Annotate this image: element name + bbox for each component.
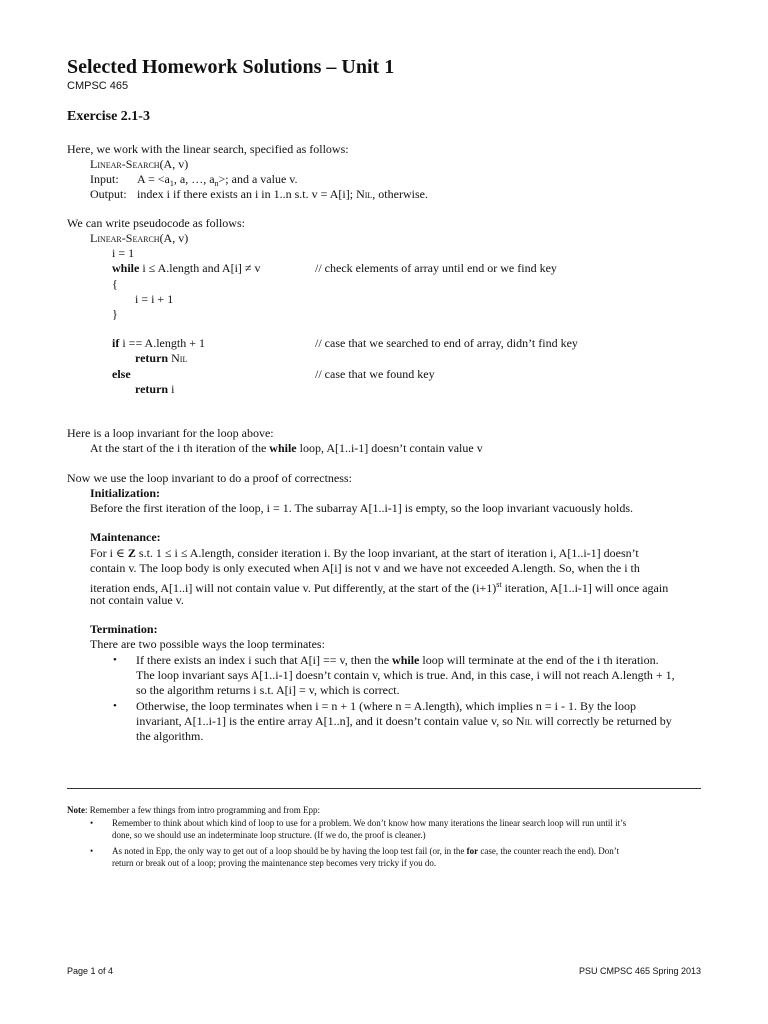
initialization-text: Before the first iteration of the loop, i = 1. The subarray A[1..i-1] is empty, so the loop invariant vacuously holds.	[90, 501, 633, 515]
termination-case-2-line-1: Otherwise, the loop terminates when i = n + 1 (where n = A.length), which implies n = i - 1. By the loop	[136, 699, 636, 713]
termination-bullet-1: •	[113, 654, 117, 666]
note-item-2-line-1: As noted in Epp, the only way to get out of a loop should be by having the loop test fail (or, in the for case, the counter reach the end). Don’t	[112, 846, 620, 856]
code-line-else: else	[112, 367, 131, 381]
termination-case-2-line-3: the algorithm.	[136, 729, 204, 743]
code-line-return-nil: return Nil	[135, 351, 188, 365]
code-line-return-i: return i	[135, 382, 175, 396]
note-bullet-2: •	[90, 846, 94, 856]
invariant-intro: Here is a loop invariant for the loop above:	[67, 426, 274, 440]
footnote-divider	[67, 788, 701, 789]
note-item-1-line-2: done, so we should use an indeterminate loop structure. (If we do, the proof is cleaner.)	[112, 830, 426, 840]
note-bullet-1: •	[90, 818, 94, 828]
exercise-heading: Exercise 2.1-3	[67, 109, 150, 124]
termination-case-1-line-1: If there exists an index i such that A[i] == v, then the while loop will terminate at the end of the i th iteration.	[136, 653, 659, 667]
termination-intro: There are two possible ways the loop terminates:	[90, 637, 325, 651]
termination-case-1-line-3: so the algorithm returns i s.t. A[i] = v, which is correct.	[136, 683, 400, 697]
code-open-brace: {	[112, 277, 118, 291]
code-comment-else: // case that we found key	[315, 367, 435, 381]
spec-input-label: Input:	[90, 172, 119, 186]
intro-text: Here, we work with the linear search, specified as follows:	[67, 142, 349, 156]
maintenance-line-3: iteration ends, A[1..i] will not contain value v. Put differently, at the start of the $(i+1)^{st}$ iteration, A[1..i-1] will once again	[90, 580, 669, 595]
note-item-1-line-1: Remember to think about which kind of loop to use for a problem. We don’t know how many iterations the linear search loop will run until it’s	[112, 818, 627, 828]
maintenance-heading: Maintenance:	[90, 530, 161, 544]
proof-intro: Now we use the loop invariant to do a proof of correctness:	[67, 471, 352, 485]
spec-signature: Linear-Search(A, v)	[90, 157, 189, 171]
code-line-while: while i ≤ A.length and A[i] ≠ v	[112, 261, 261, 275]
termination-heading: Termination:	[90, 622, 158, 636]
spec-output-text: index i if there exists an i in 1..n s.t. v = A[i]; Nil, otherwise.	[137, 187, 428, 201]
termination-case-2-line-2: invariant, A[1..i-1] is the entire array A[1..n], and it doesn’t contain value v, so Nil will correctly be returned by	[136, 714, 672, 728]
code-line-init: i = 1	[112, 246, 135, 260]
initialization-heading: Initialization:	[90, 486, 161, 500]
code-line-increment: i = i + 1	[135, 292, 174, 306]
page-number: Page 1 of 4	[67, 966, 114, 976]
footer-course-term: PSU CMPSC 465 Spring 2013	[578, 966, 701, 976]
code-comment-while: // check elements of array until end or we find key	[315, 261, 557, 275]
note-intro: Note: Remember a few things from intro programming and from Epp:	[67, 805, 320, 815]
note-item-2-line-2: return or break out of a loop; proving the maintenance step becomes very tricky if you do.	[112, 858, 437, 868]
termination-case-1-line-2: The loop invariant says A[1..i-1] doesn’t contain v, which is true. And, in this case, i will not reach A.length + 1,	[136, 668, 675, 682]
maintenance-line-2: contain v. The loop body is only executed when A[i] is not v and we have not exceeded A.length. So, when the i th	[90, 561, 640, 575]
code-line-if: if i == A.length + 1	[112, 336, 205, 350]
course-code: CMPSC 465	[67, 80, 129, 92]
code-signature: Linear-Search(A, v)	[90, 231, 189, 245]
spec-output-label: Output:	[90, 187, 127, 201]
invariant-statement: At the start of the i th iteration of the while loop, A[1..i-1] doesn’t contain value v	[90, 441, 483, 455]
termination-bullet-2: •	[113, 700, 117, 712]
code-close-brace: }	[112, 307, 118, 321]
code-comment-if: // case that we searched to end of array, didn’t find key	[315, 336, 578, 350]
maintenance-line-1: For i ∈ Z s.t. 1 ≤ i ≤ A.length, consider iteration i. By the loop invariant, at the start of iteration i, A[1..i-1] doesn’t	[90, 546, 639, 560]
spec-input-text: $A = <a_1$, a, …, $a_n>$; and a value v.	[137, 172, 298, 188]
maintenance-line-4: not contain value v.	[90, 593, 184, 607]
pseudocode-intro: We can write pseudocode as follows:	[67, 216, 245, 230]
page-title: Selected Homework Solutions – Unit 1	[67, 56, 395, 78]
